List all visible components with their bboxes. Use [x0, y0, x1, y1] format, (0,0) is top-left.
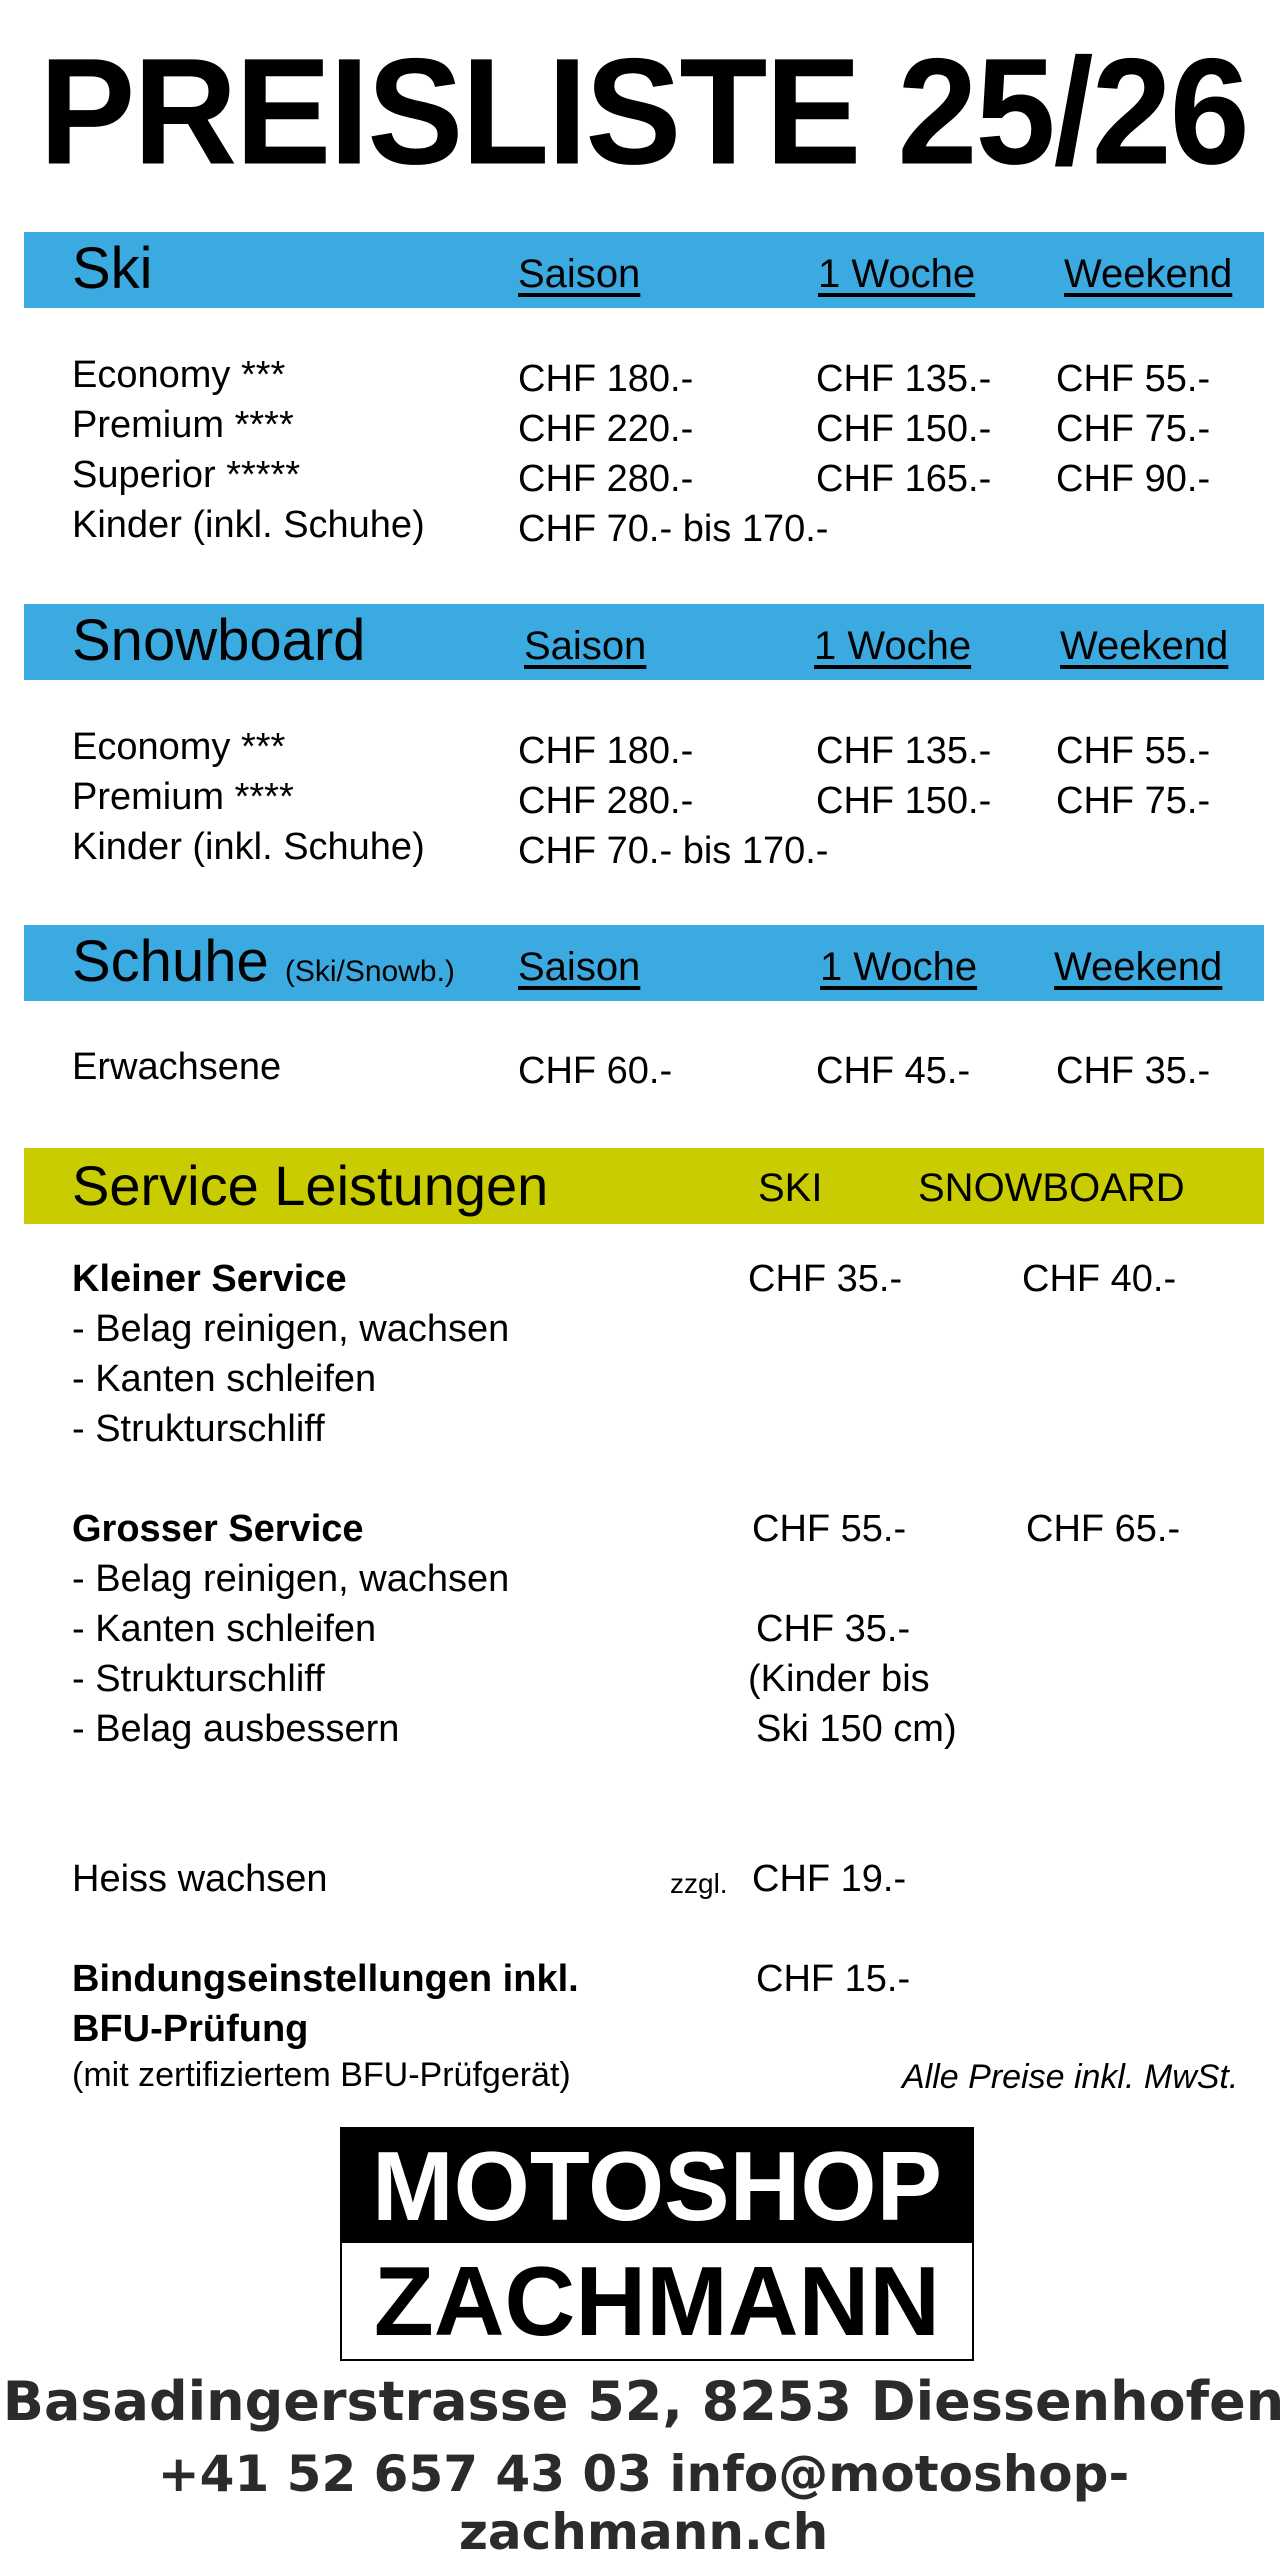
price-weekend: CHF 55.-	[1056, 730, 1211, 772]
ski-col-saison: Saison	[518, 252, 641, 296]
price-weekend: CHF 75.-	[1056, 408, 1211, 450]
row-label: Kinder (inkl. Schuhe)	[72, 826, 425, 868]
list-item: - Strukturschliff	[72, 1658, 325, 1700]
service-name: Heiss wachsen	[72, 1858, 328, 1900]
schuhe-col-woche: 1 Woche	[820, 945, 978, 989]
price-snowboard: CHF 40.-	[1022, 1258, 1177, 1300]
price-weekend: CHF 75.-	[1056, 780, 1211, 822]
row-label: Superior *****	[72, 454, 301, 496]
service-col-ski: SKI	[758, 1166, 823, 1210]
price-range: CHF 70.- bis 170.-	[518, 830, 829, 872]
list-item: - Kanten schleifen	[72, 1608, 377, 1650]
kinder-price: CHF 35.-	[756, 1608, 911, 1650]
price-saison: CHF 280.-	[518, 458, 694, 500]
schuhe-col-saison: Saison	[518, 945, 641, 989]
schuhe-section-title	[72, 929, 455, 994]
footer-contact: +41 52 657 43 03 info@motoshop-zachmann.ch	[157, 2445, 1130, 2561]
mwst-note: Alle Preise inkl. MwSt.	[902, 2058, 1239, 2096]
row-label: Economy ***	[72, 354, 286, 396]
snowboard-col-weekend: Weekend	[1060, 624, 1229, 668]
price-ski: CHF 55.-	[752, 1508, 907, 1550]
price-range: CHF 70.- bis 170.-	[518, 508, 829, 550]
service-name: Grosser Service	[72, 1508, 364, 1550]
price-woche: CHF 165.-	[816, 458, 992, 500]
row-label: Economy ***	[72, 726, 286, 768]
row-label: Kinder (inkl. Schuhe)	[72, 504, 425, 546]
list-item: - Belag reinigen, wachsen	[72, 1558, 510, 1600]
schuhe-section-header	[24, 925, 1264, 1001]
price-weekend: CHF 90.-	[1056, 458, 1211, 500]
price-snowboard: CHF 65.-	[1026, 1508, 1181, 1550]
price-prefix: zzgl.	[670, 1868, 728, 1899]
service-name: Kleiner Service	[72, 1258, 347, 1300]
price-woche: CHF 150.-	[816, 780, 992, 822]
footer-address: Basadingerstrasse 52, 8253 Diessenhofen	[2, 2370, 1285, 2433]
ski-col-weekend: Weekend	[1064, 252, 1233, 296]
list-item: - Belag ausbessern	[72, 1708, 400, 1750]
list-item: - Belag reinigen, wachsen	[72, 1308, 510, 1350]
price-woche: CHF 45.-	[816, 1050, 971, 1092]
motoshop-logo	[340, 2127, 974, 2361]
row-label: Premium ****	[72, 776, 294, 818]
service-note: (mit zertifiziertem BFU-Prüfgerät)	[72, 2056, 571, 2094]
price-weekend: CHF 55.-	[1056, 358, 1211, 400]
logo-line1: MOTOSHOP	[342, 2129, 972, 2243]
service-name: BFU-Prüfung	[72, 2008, 309, 2050]
service-col-snowboard: SNOWBOARD	[918, 1166, 1185, 1210]
price-weekend: CHF 35.-	[1056, 1050, 1211, 1092]
price-ski: CHF 19.-	[752, 1858, 907, 1900]
price-ski: CHF 15.-	[756, 1958, 911, 2000]
service-name: Bindungseinstellungen inkl.	[72, 1958, 579, 2000]
ski-section-title: Ski	[72, 236, 153, 301]
ski-col-woche: 1 Woche	[818, 252, 976, 296]
list-item: - Strukturschliff	[72, 1408, 325, 1450]
snowboard-col-woche: 1 Woche	[814, 624, 972, 668]
logo-line2: ZACHMANN	[373, 2246, 941, 2356]
row-label: Premium ****	[72, 404, 294, 446]
service-section-header	[24, 1148, 1264, 1224]
schuhe-col-weekend: Weekend	[1054, 945, 1223, 989]
list-item: - Kanten schleifen	[72, 1358, 377, 1400]
price-saison: CHF 280.-	[518, 780, 694, 822]
price-ski: CHF 35.-	[748, 1258, 903, 1300]
price-saison: CHF 180.-	[518, 358, 694, 400]
snowboard-col-saison: Saison	[524, 624, 647, 668]
snowboard-section-header	[24, 604, 1264, 680]
schuhe-subtitle: (Ski/Snowb.)	[284, 955, 455, 988]
price-saison: CHF 220.-	[518, 408, 694, 450]
page-title: PREISLISTE 25/26	[39, 26, 1248, 197]
service-section-title: Service Leistungen	[72, 1154, 549, 1217]
schuhe-title-text: Schuhe	[72, 929, 269, 994]
snowboard-section-title: Snowboard	[72, 608, 366, 673]
row-label: Erwachsene	[72, 1046, 282, 1088]
ski-section-header	[24, 232, 1264, 308]
price-saison: CHF 180.-	[518, 730, 694, 772]
kinder-note: Ski 150 cm)	[756, 1708, 957, 1750]
price-saison: CHF 60.-	[518, 1050, 673, 1092]
price-woche: CHF 135.-	[816, 730, 992, 772]
kinder-note: (Kinder bis	[748, 1658, 930, 1700]
price-woche: CHF 135.-	[816, 358, 992, 400]
price-woche: CHF 150.-	[816, 408, 992, 450]
